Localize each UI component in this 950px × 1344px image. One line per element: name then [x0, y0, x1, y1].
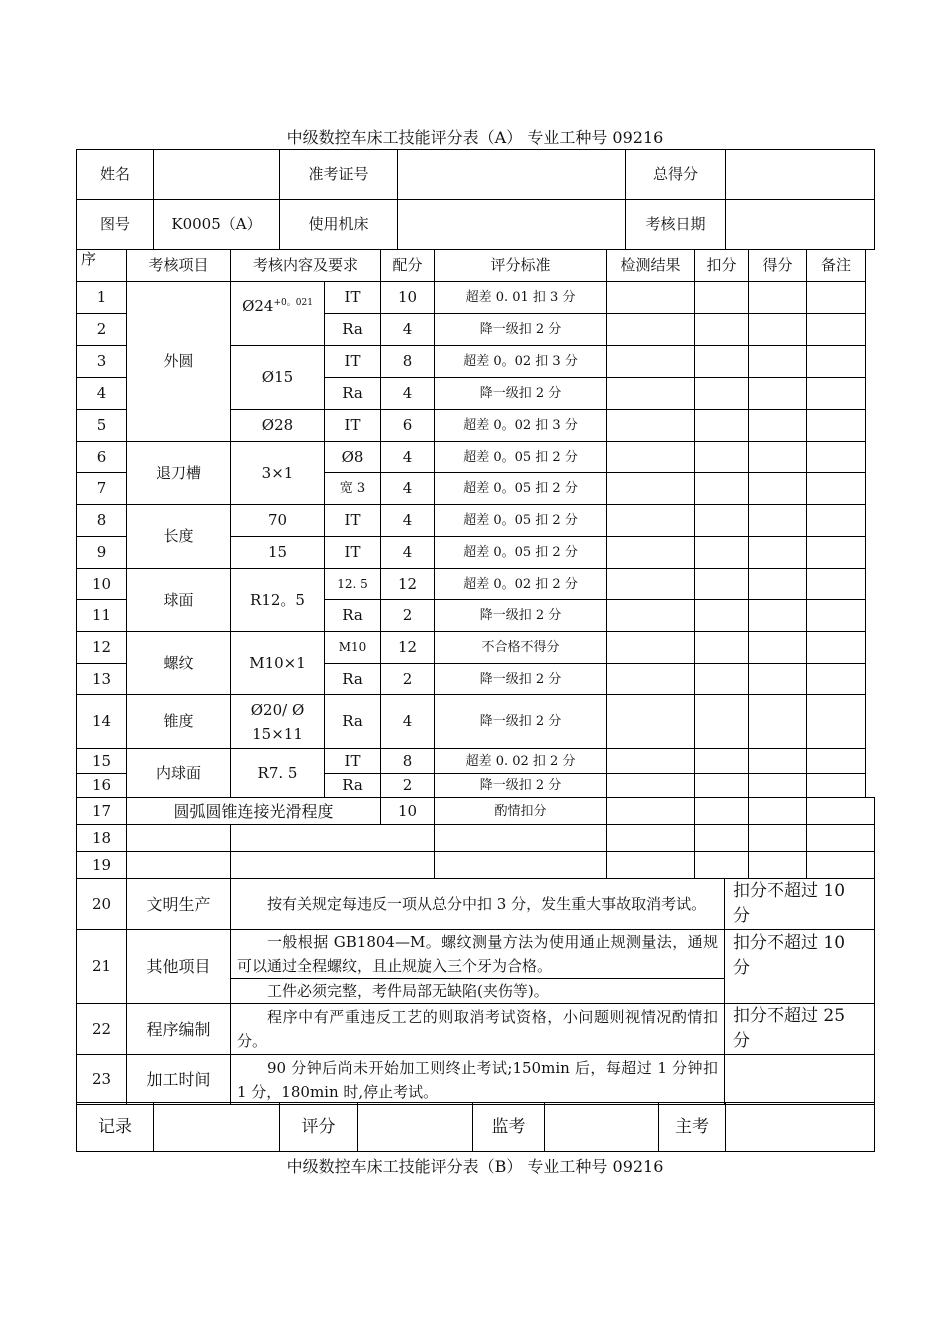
- form-title-b: 中级数控车床工技能评分表（B） 专业工种号 09216: [286, 1157, 664, 1176]
- result-field[interactable]: [607, 314, 695, 346]
- table-row: [77, 749, 866, 774]
- result-field[interactable]: [607, 632, 695, 664]
- requirement-cell: $Ø24^{+0。021}$: [231, 282, 325, 346]
- requirement-cell: Ø28: [231, 410, 325, 442]
- score-field[interactable]: [749, 473, 807, 505]
- deduct-field[interactable]: [695, 442, 749, 473]
- item-cell: 其他项目: [127, 930, 231, 1004]
- deduct-field[interactable]: [695, 282, 749, 314]
- scorer-field[interactable]: [358, 1103, 473, 1152]
- points-cell: 4: [381, 695, 435, 749]
- requirement-cell: 3×1: [231, 442, 325, 505]
- remark-field[interactable]: [807, 664, 866, 695]
- requirement-cell[interactable]: [231, 852, 435, 879]
- row-no: 14: [77, 695, 127, 749]
- criteria-cell: 超差 0. 02 扣 2 分: [435, 749, 607, 774]
- remark-field[interactable]: [807, 600, 866, 632]
- table-row: [77, 632, 866, 664]
- item-cell[interactable]: [127, 852, 231, 879]
- item-cell: 外圆: [127, 282, 231, 442]
- rule-text: 一般根据 GB1804—M。螺纹测量方法为使用通止规测量法，通规可以通过全程螺纹，且止规旋入三个牙为合格。: [231, 930, 725, 979]
- result-field[interactable]: [607, 346, 695, 378]
- deduct-field[interactable]: [695, 600, 749, 632]
- col-seq: 序: [77, 250, 127, 282]
- score-field[interactable]: [749, 695, 807, 749]
- type-cell: Ra: [325, 600, 381, 632]
- points-cell: 10: [381, 282, 435, 314]
- row-no: 21: [77, 930, 127, 1004]
- score-field[interactable]: [749, 314, 807, 346]
- result-field[interactable]: [607, 410, 695, 442]
- item-cell: 锥度: [127, 695, 231, 749]
- score-field[interactable]: [749, 600, 807, 632]
- criteria-cell: 超差 0。02 扣 3 分: [435, 410, 607, 442]
- form-title-a: 中级数控车床工技能评分表（A） 专业工种号 09216: [286, 128, 664, 147]
- type-cell: 宽 3: [325, 473, 381, 505]
- row-no: 22: [77, 1004, 127, 1055]
- table-row: [77, 442, 866, 473]
- rule-text: 程序中有严重违反工艺的则取消考试资格，小问题则视情况酌情扣分。: [231, 1004, 725, 1055]
- deduct-field[interactable]: [695, 749, 749, 774]
- points-cell: 2: [381, 774, 435, 798]
- type-cell: IT: [325, 282, 381, 314]
- remark-field[interactable]: [807, 378, 866, 410]
- remark-field[interactable]: [807, 537, 866, 569]
- col-deduct: 扣分: [695, 250, 749, 282]
- deduct-field[interactable]: [695, 314, 749, 346]
- exam-date-field[interactable]: [726, 200, 875, 250]
- type-cell: Ra: [325, 314, 381, 346]
- machine-label: 使用机床: [280, 200, 398, 250]
- type-cell: 12. 5: [325, 569, 381, 600]
- machine-field[interactable]: [398, 200, 626, 250]
- scoring-table-extra: [76, 797, 875, 879]
- requirement-cell[interactable]: [231, 825, 435, 852]
- points-cell: 8: [381, 749, 435, 774]
- score-field[interactable]: [749, 774, 807, 798]
- type-cell: Ra: [325, 774, 381, 798]
- deduct-field[interactable]: [695, 632, 749, 664]
- result-field[interactable]: [607, 473, 695, 505]
- row-no: 6: [77, 442, 127, 473]
- row-no: 23: [77, 1055, 127, 1105]
- row-no: 12: [77, 632, 127, 664]
- points-cell: 10: [381, 798, 435, 825]
- type-cell: M10: [325, 632, 381, 664]
- deduct-field[interactable]: [695, 664, 749, 695]
- name-field[interactable]: [154, 150, 280, 200]
- points-cell: 2: [381, 664, 435, 695]
- points-cell: 4: [381, 314, 435, 346]
- exam-date-label: 考核日期: [626, 200, 726, 250]
- item-cell[interactable]: [127, 825, 231, 852]
- type-cell: Ra: [325, 695, 381, 749]
- item-cell: 螺纹: [127, 632, 231, 695]
- deduct-field[interactable]: [695, 378, 749, 410]
- criteria-cell: 降一级扣 2 分: [435, 774, 607, 798]
- item-cell: 退刀槽: [127, 442, 231, 505]
- deduct-field[interactable]: [695, 774, 749, 798]
- rule-text: 按有关规定每违反一项从总分中扣 3 分，发生重大事故取消考试。: [231, 879, 725, 930]
- row-no: 2: [77, 314, 127, 346]
- type-cell: Ra: [325, 378, 381, 410]
- score-field[interactable]: [749, 346, 807, 378]
- remark-field[interactable]: [807, 774, 866, 798]
- result-field[interactable]: [607, 664, 695, 695]
- result-field[interactable]: [607, 852, 695, 879]
- requirement-cell: 15: [231, 537, 325, 569]
- result-field[interactable]: [607, 600, 695, 632]
- requirement-cell: R12。5: [231, 569, 325, 632]
- scoring-table: [76, 249, 866, 798]
- deduct-field[interactable]: [695, 537, 749, 569]
- remark-field[interactable]: [807, 632, 866, 664]
- criteria-cell[interactable]: [435, 825, 607, 852]
- deduct-field[interactable]: [695, 569, 749, 600]
- points-cell: 4: [381, 537, 435, 569]
- criteria-cell: 超差 0。02 扣 2 分: [435, 569, 607, 600]
- rule-text: 90 分钟后尚未开始加工则终止考试;150min 后，每超过 1 分钟扣 1 分，180min 时,停止考试。: [231, 1055, 725, 1105]
- row-no: 10: [77, 569, 127, 600]
- row-no: 4: [77, 378, 127, 410]
- item-cell: 加工时间: [127, 1055, 231, 1105]
- table-row: [77, 569, 866, 600]
- table-row: [77, 1004, 875, 1055]
- score-field[interactable]: [749, 798, 807, 825]
- proctor-field[interactable]: [545, 1103, 659, 1152]
- signature-table: [76, 1102, 875, 1152]
- criteria-cell: 酌情扣分: [435, 798, 607, 825]
- row-no: 18: [77, 825, 127, 852]
- score-field[interactable]: [749, 664, 807, 695]
- table-row: [77, 505, 866, 537]
- remark-field[interactable]: [807, 473, 866, 505]
- remark-field[interactable]: [807, 825, 875, 852]
- col-remark: 备注: [807, 250, 866, 282]
- name-label: 姓名: [77, 150, 154, 200]
- result-field[interactable]: [607, 798, 695, 825]
- col-criteria: 评分标准: [435, 250, 607, 282]
- deduct-limit: 扣分不超过 25 分: [725, 1004, 875, 1055]
- deduct-field[interactable]: [695, 825, 749, 852]
- criteria-cell: 不合格不得分: [435, 632, 607, 664]
- result-field[interactable]: [607, 749, 695, 774]
- record-label: 记录: [77, 1103, 154, 1152]
- remark-field[interactable]: [807, 346, 866, 378]
- chief-examiner-label: 主考: [659, 1103, 726, 1152]
- score-field[interactable]: [749, 537, 807, 569]
- item-cell: 文明生产: [127, 879, 231, 930]
- score-field[interactable]: [749, 569, 807, 600]
- criteria-cell: 超差 0。05 扣 2 分: [435, 442, 607, 473]
- requirement-cell: Ø15: [231, 346, 325, 410]
- criteria-cell: 降一级扣 2 分: [435, 378, 607, 410]
- table-row: [77, 879, 875, 930]
- col-item: 考核项目: [127, 250, 231, 282]
- item-cell: 程序编制: [127, 1004, 231, 1055]
- criteria-cell: 降一级扣 2 分: [435, 695, 607, 749]
- table-row: [77, 930, 875, 979]
- item-cell: 内球面: [127, 749, 231, 798]
- requirement-cell: R7. 5: [231, 749, 325, 798]
- type-cell: IT: [325, 537, 381, 569]
- criteria-cell: 降一级扣 2 分: [435, 314, 607, 346]
- table-row: [77, 282, 866, 314]
- item-cell: 长度: [127, 505, 231, 569]
- candidate-header-table: [76, 149, 875, 250]
- drawing-no-label: 图号: [77, 200, 154, 250]
- requirement-cell: M10×1: [231, 632, 325, 695]
- row-no: 9: [77, 537, 127, 569]
- score-field[interactable]: [749, 825, 807, 852]
- row-no: 1: [77, 282, 127, 314]
- row-no: 16: [77, 774, 127, 798]
- remark-field[interactable]: [807, 798, 875, 825]
- score-field[interactable]: [749, 378, 807, 410]
- result-field[interactable]: [607, 282, 695, 314]
- remark-field[interactable]: [807, 749, 866, 774]
- exam-no-label: 准考证号: [280, 150, 398, 200]
- result-field[interactable]: [607, 695, 695, 749]
- points-cell: 6: [381, 410, 435, 442]
- total-score-field[interactable]: [726, 150, 875, 200]
- criteria-cell: 超差 0. 01 扣 3 分: [435, 282, 607, 314]
- deduct-field[interactable]: [695, 410, 749, 442]
- deduct-limit[interactable]: [725, 1055, 875, 1105]
- drawing-no-value: K0005（A）: [154, 200, 280, 250]
- remark-field[interactable]: [807, 282, 866, 314]
- exam-no-field[interactable]: [398, 150, 626, 200]
- col-score: 得分: [749, 250, 807, 282]
- requirement-cell: 70: [231, 505, 325, 537]
- row-no: 11: [77, 600, 127, 632]
- result-field[interactable]: [607, 825, 695, 852]
- result-field[interactable]: [607, 537, 695, 569]
- table-row: [77, 1055, 875, 1105]
- col-result: 检测结果: [607, 250, 695, 282]
- rule-text: 工件必须完整，考件局部无缺陷(夹伤等)。: [231, 979, 725, 1004]
- general-items-table: [76, 878, 875, 1105]
- proctor-label: 监考: [473, 1103, 545, 1152]
- type-cell: IT: [325, 505, 381, 537]
- result-field[interactable]: [607, 378, 695, 410]
- deduct-field[interactable]: [695, 695, 749, 749]
- col-points: 配分: [381, 250, 435, 282]
- points-cell: 4: [381, 442, 435, 473]
- type-cell: IT: [325, 749, 381, 774]
- row-no: 20: [77, 879, 127, 930]
- remark-field[interactable]: [807, 569, 866, 600]
- score-field[interactable]: [749, 632, 807, 664]
- result-field[interactable]: [607, 442, 695, 473]
- criteria-cell: 超差 0。05 扣 2 分: [435, 537, 607, 569]
- type-cell: Ra: [325, 664, 381, 695]
- deduct-field[interactable]: [695, 346, 749, 378]
- table-row: [77, 852, 875, 879]
- points-cell: 4: [381, 473, 435, 505]
- row-no: 8: [77, 505, 127, 537]
- remark-field[interactable]: [807, 695, 866, 749]
- table-row: [77, 798, 875, 825]
- criteria-cell: 降一级扣 2 分: [435, 664, 607, 695]
- type-cell: IT: [325, 410, 381, 442]
- type-cell: Ø8: [325, 442, 381, 473]
- col-content: 考核内容及要求: [231, 250, 381, 282]
- score-field[interactable]: [749, 852, 807, 879]
- criteria-cell: 降一级扣 2 分: [435, 600, 607, 632]
- points-cell: 2: [381, 600, 435, 632]
- deduct-field[interactable]: [695, 473, 749, 505]
- points-cell: 4: [381, 505, 435, 537]
- points-cell: 8: [381, 346, 435, 378]
- remark-field[interactable]: [807, 410, 866, 442]
- record-field[interactable]: [154, 1103, 280, 1152]
- result-field[interactable]: [607, 569, 695, 600]
- row-no: 15: [77, 749, 127, 774]
- table-row: [77, 695, 866, 749]
- row-no: 7: [77, 473, 127, 505]
- criteria-cell[interactable]: [435, 852, 607, 879]
- points-cell: 12: [381, 569, 435, 600]
- deduct-limit: 扣分不超过 10 分: [725, 930, 875, 1004]
- points-cell: 4: [381, 378, 435, 410]
- requirement-cell: Ø20/ Ø 15×11: [231, 695, 325, 749]
- score-field[interactable]: [749, 410, 807, 442]
- chief-examiner-field[interactable]: [726, 1103, 875, 1152]
- score-field[interactable]: [749, 749, 807, 774]
- row-no: 13: [77, 664, 127, 695]
- result-field[interactable]: [607, 774, 695, 798]
- remark-field[interactable]: [807, 442, 866, 473]
- row-no: 5: [77, 410, 127, 442]
- score-field[interactable]: [749, 505, 807, 537]
- item-cell: 圆弧圆锥连接光滑程度: [127, 798, 381, 825]
- points-cell: 12: [381, 632, 435, 664]
- criteria-cell: 超差 0。02 扣 3 分: [435, 346, 607, 378]
- deduct-field[interactable]: [695, 852, 749, 879]
- remark-field[interactable]: [807, 314, 866, 346]
- score-field[interactable]: [749, 442, 807, 473]
- total-score-label: 总得分: [626, 150, 726, 200]
- remark-field[interactable]: [807, 852, 875, 879]
- criteria-cell: 超差 0。05 扣 2 分: [435, 505, 607, 537]
- score-field[interactable]: [749, 282, 807, 314]
- scorer-label: 评分: [280, 1103, 358, 1152]
- table-row: [77, 825, 875, 852]
- item-cell: 球面: [127, 569, 231, 632]
- deduct-field[interactable]: [695, 505, 749, 537]
- row-no: 17: [77, 798, 127, 825]
- row-no: 3: [77, 346, 127, 378]
- deduct-field[interactable]: [695, 798, 749, 825]
- result-field[interactable]: [607, 505, 695, 537]
- criteria-cell: 超差 0。05 扣 2 分: [435, 473, 607, 505]
- deduct-limit: 扣分不超过 10 分: [725, 879, 875, 930]
- type-cell: IT: [325, 346, 381, 378]
- row-no: 19: [77, 852, 127, 879]
- remark-field[interactable]: [807, 505, 866, 537]
